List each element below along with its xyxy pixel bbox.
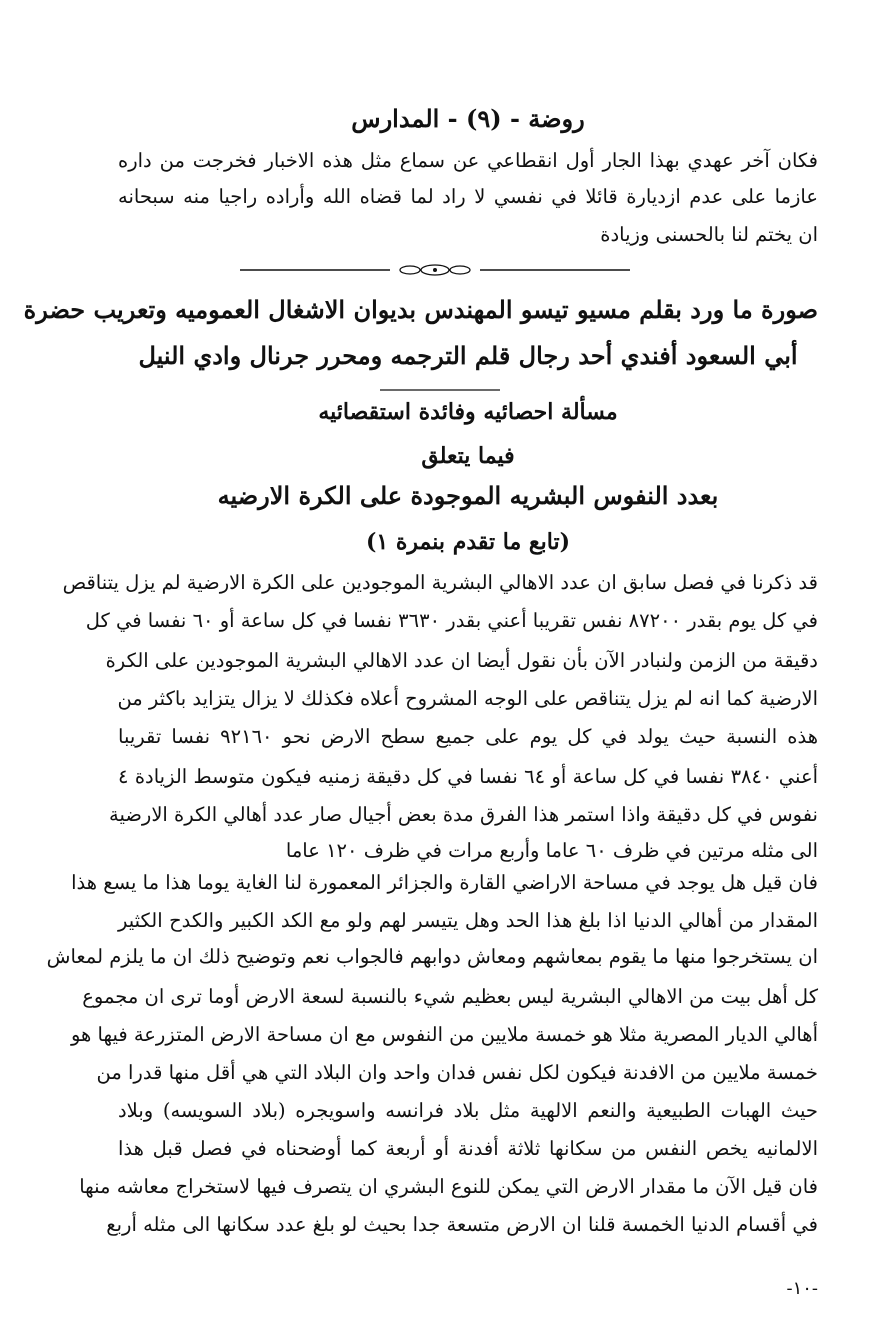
article-title-line: صورة ما ورد بقلم مسيو تيسو المهندس بديوان الاشغال العموميه وتعريب حضرة (23, 295, 818, 324)
body-line: الى مثله مرتين في ظرف ٦٠ عاما وأربع مرات في ظرف ١٢٠ عاما (285, 839, 818, 862)
body-line: في كل يوم بقدر ٨٧٢٠٠ نفس تقريبا أعني بقدر ٣٦٣٠ نفسا في كل ساعة أو ٦٠ نفسا في كل (85, 609, 818, 632)
body-line: قد ذكرنا في فصل سابق ان عدد الاهالي البشرية الموجودين على الكرة الارضية لم يزل يتناقص (62, 571, 818, 594)
body-line: ان يستخرجوا منها ما يقوم بمعاشهم ومعاش دوابهم فالجواب نعم وتوضيح ذلك ان ما يلزم لمعاش (46, 945, 818, 968)
paragraph-line: ان يختم لنا بالحسنى وزيادة (600, 223, 818, 246)
body-line: في أقسام الدنيا الخمسة قلنا ان الارض متسعة جدا بحيث لو بلغ عدد سكانها الى مثله أربع (106, 1213, 818, 1236)
subtitle-line: مسألة احصائيه وفائدة استقصائيه (318, 399, 618, 425)
body-line: الارضية كما انه لم يزل يتناقص على الوجه المشروح أعلاه فكذلك لا يزال يتزايد باكثر من (117, 687, 818, 710)
running-header: روضة - (٩) - المدارس (351, 104, 585, 133)
body-line: أهالي الديار المصرية مثلا هو خمسة ملايين من النفوس مع ان مساحة الارض المتزرعة فيها هو (70, 1023, 818, 1046)
body-line: حيث الهبات الطبيعية والنعم الالهية مثل بلاد فرانسه واسويجره (بلاد السويسه) وبلاد (118, 1099, 818, 1122)
subtitle-line: فيما يتعلق (421, 443, 515, 469)
body-line: نفوس في كل دقيقة واذا استمر هذا الفرق مدة بعض أجيال صار عدد أهالي الكرة الارضية (109, 803, 818, 826)
paragraph-line: فكان آخر عهدي بهذا الجار أول انقطاعي عن سماع مثل هذه الاخبار فخرجت من داره (118, 149, 818, 172)
body-line: أعني ٣٨٤٠ نفسا في كل ساعة أو ٦٤ نفسا في كل دقيقة زمنيه فيكون متوسط الزيادة ٤ (118, 765, 818, 788)
body-line: خمسة ملايين من الافدنة فيكون لكل نفس فدان واحد وان البلاد التي هي أقل منها قدرا من (96, 1061, 818, 1084)
subtitle-line: بعدد النفوس البشريه الموجودة على الكرة الارضيه (217, 481, 719, 510)
body-line: المقدار من أهالي الدنيا اذا بلغ هذا الحد وهل يتيسر لهم ولو مع الكد الكبير والكدح الكثير (118, 909, 818, 932)
body-line: كل أهل بيت من الاهالي البشرية ليس بعظيم شيء بالنسبة لسعة الارض أوما ترى ان مجموع (82, 985, 818, 1008)
paragraph-line: عازما على عدم ازديارة قائلا في نفسي لا راد لما قضاه الله وأراده راجيا منه سبحانه (118, 185, 818, 208)
small-divider (380, 385, 500, 395)
subtitle-line: (تابع ما تقدم بنمرة ١) (365, 529, 570, 555)
body-line: الالمانيه يخص النفس من سكانها ثلاثة أفدنة أو أربعة كما أوضحناه في فصل قبل هذا (118, 1137, 818, 1160)
body-line: فان قيل هل يوجد في مساحة الاراضي القارة والجزائر المعمورة لنا الغاية يوما هذا ما يسع هذا (71, 871, 818, 894)
body-line: دقيقة من الزمن ولنبادر الآن بأن نقول أيضا ان عدد الاهالي البشرية الموجودين على الكرة (105, 649, 818, 672)
article-title-line: أبي السعود أفندي أحد رجال قلم الترجمه ومحرر جرنال وادي النيل (138, 341, 798, 370)
page-number: -١٠- (786, 1278, 818, 1299)
body-line: هذه النسبة حيث يولد في كل يوم على جميع سطح الارض نحو ٩٢١٦٠ نفسا تقريبا (118, 725, 818, 748)
body-line: فان قيل الآن ما مقدار الارض التي يمكن للنوع البشري ان يتصرف فيها لاستخراج معاشه منها (79, 1175, 818, 1198)
ornamental-divider (240, 262, 630, 278)
